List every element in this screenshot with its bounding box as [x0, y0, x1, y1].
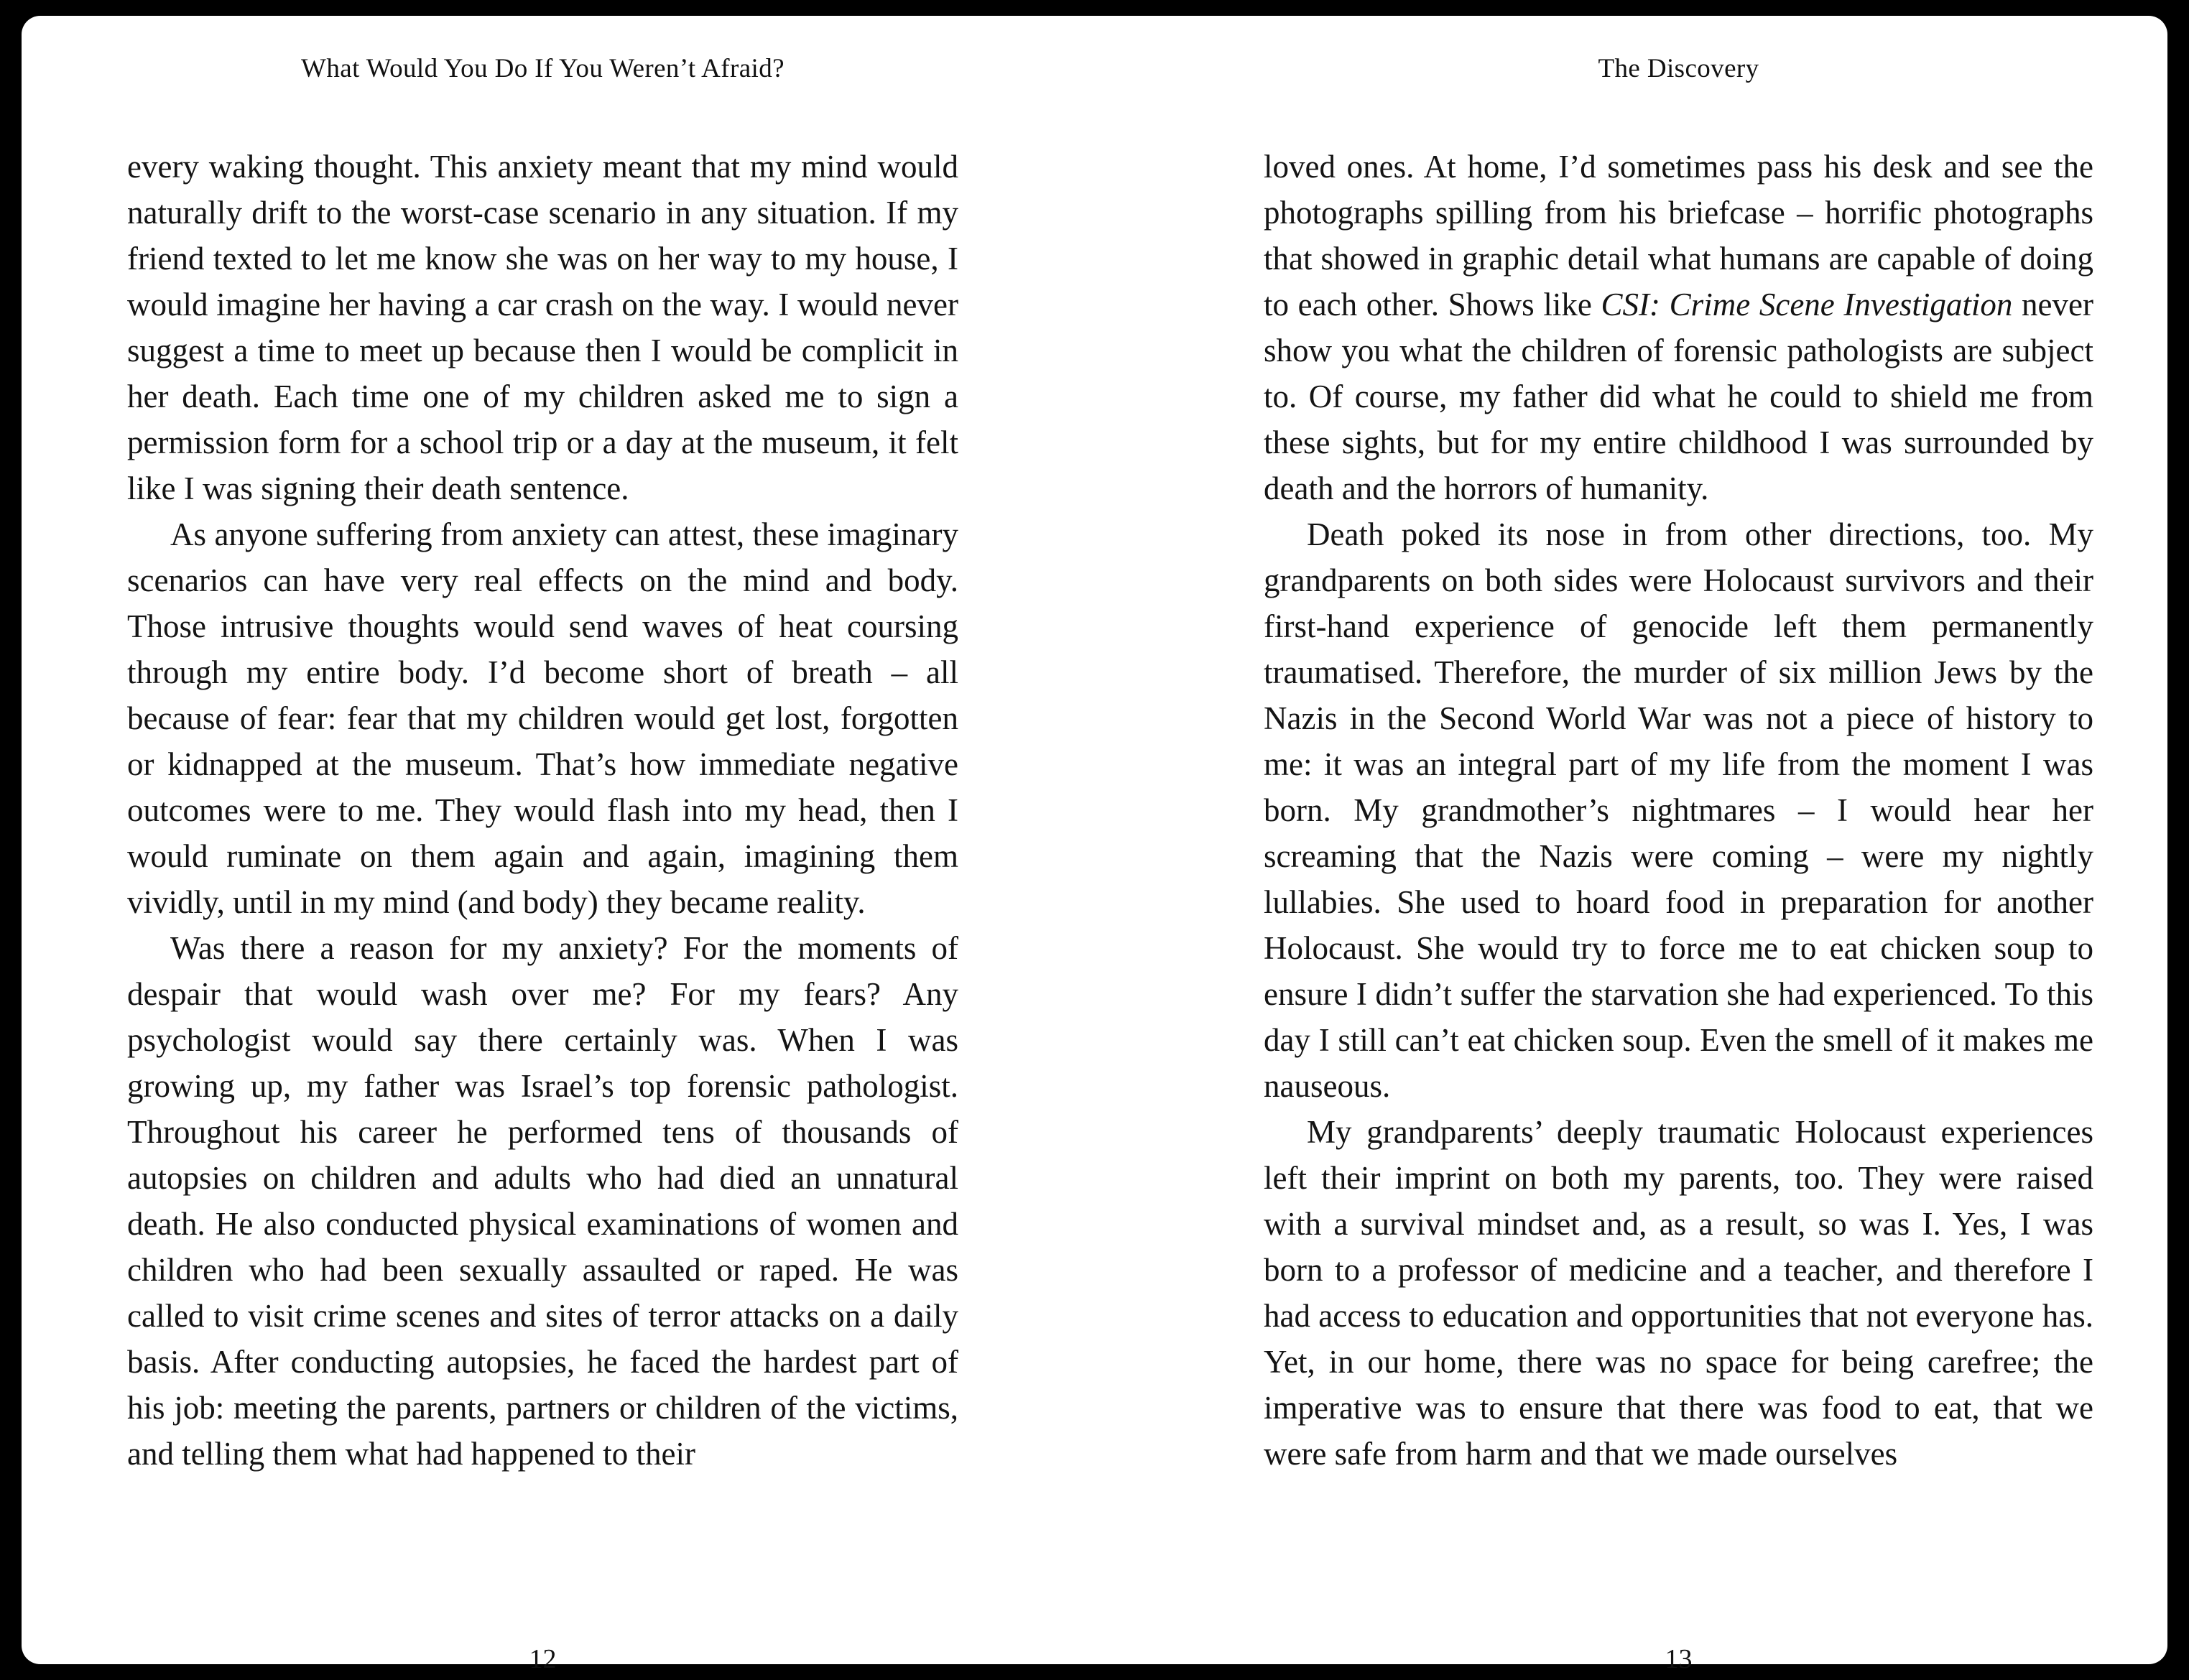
page-right	[1264, 16, 2093, 1674]
italic-text: CSI: Crime Scene Investigation	[1601, 287, 2013, 322]
body-text: Was there a reason for my anxiety? For the moments of despair that would wash over me? For my fears? Any psychologist would say there certainly was. When I was growing up, my father was Israel’s top forensic pathologist. Throughout his career he performed tens of thousands of autopsies on children and adults who had died an unnatural death. He also conducted physical examinations of women and children who had been sexually assaulted or raped. He was called to visit crime scenes and sites of terror attacks on a daily basis. After conducting autopsies, he faced the hardest part of his job: meeting the parents, partners or children of the victims, and telling them what had happened to their	[127, 930, 958, 1472]
body-text: Death poked its nose in from other directions, too. My grandparents on both sides were Holocaust survivors and their first-hand experience of genocide left them permanently traumatised. Therefore, the murder of six million Jews by the Nazis in the Second World War was not a piece of history to me: it was an integral part of my life from the moment I was born. My grandmother’s nightmares – I would hear her screaming that the Nazis were coming – were my nightly lullabies. She used to hoard food in preparation for another Holocaust. She would try to force me to eat chicken soup to ensure I didn’t suffer the starvation she had experienced. To this day I still can’t eat chicken soup. Even the smell of it makes me nauseous.	[1264, 516, 2093, 1104]
body-text: As anyone suffering from anxiety can attest, these imaginary scenarios can have very real effects on the mind and body. Those intrusive thoughts would send waves of heat coursing through my entire body. I’d become short of breath – all because of fear: fear that my children would get lost, forgotten or kidnapped at the museum. That’s how immediate negative outcomes were to me. They would flash into my head, then I would ruminate on them again and again, imagining them vividly, until in my mind (and body) they became reality.	[127, 516, 958, 920]
page-number-left: 12	[529, 1644, 557, 1674]
body-text: every waking thought. This anxiety meant that my mind would naturally drift to the worst-case scenario in any situation. If my friend texted to let me know she was on her way to my house, I would imagine her having a car crash on the way. I would never suggest a time to meet up because then I would be complicit in her death. Each time one of my children asked me to sign a permission form for a school trip or a day at the museum, it felt like I was signing their death sentence.	[127, 149, 958, 506]
running-head-left: What Would You Do If You Weren’t Afraid?	[301, 54, 785, 83]
running-head-right: The Discovery	[1598, 54, 1759, 83]
paragraph	[1264, 1109, 2093, 1477]
book-spread	[22, 16, 2167, 1674]
paragraph	[127, 144, 958, 511]
body-text: loved ones. At home, I’d sometimes pass his desk and see the photographs spilling from his briefcase – horrific photographs that showed in graphic detail what humans are capable of doing to each other. Shows like	[1264, 149, 2093, 322]
page-body-right	[1264, 144, 2093, 1477]
body-text: never show you what the children of forensic pathologists are subject to. Of course, my father did what he could to shield me from these sights, but for my entire childhood I was surrounded by death and the horrors of humanity.	[1264, 287, 2093, 506]
page-body-left	[127, 144, 958, 1477]
paragraph	[1264, 144, 2093, 511]
page-number-right: 13	[1665, 1644, 1693, 1674]
paragraph	[127, 511, 958, 925]
paragraph	[127, 925, 958, 1477]
page-left	[127, 16, 958, 1674]
paragraph	[1264, 511, 2093, 1109]
body-text: My grandparents’ deeply traumatic Holocaust experiences left their imprint on both my parents, too. They were raised with a survival mindset and, as a result, so was I. Yes, I was born to a professor of medicine and a teacher, and therefore I had access to education and opportunities that not everyone has. Yet, in our home, there was no space for being carefree; the imperative was to ensure that there was food to eat, that we were safe from harm and that we made ourselves	[1264, 1114, 2093, 1472]
